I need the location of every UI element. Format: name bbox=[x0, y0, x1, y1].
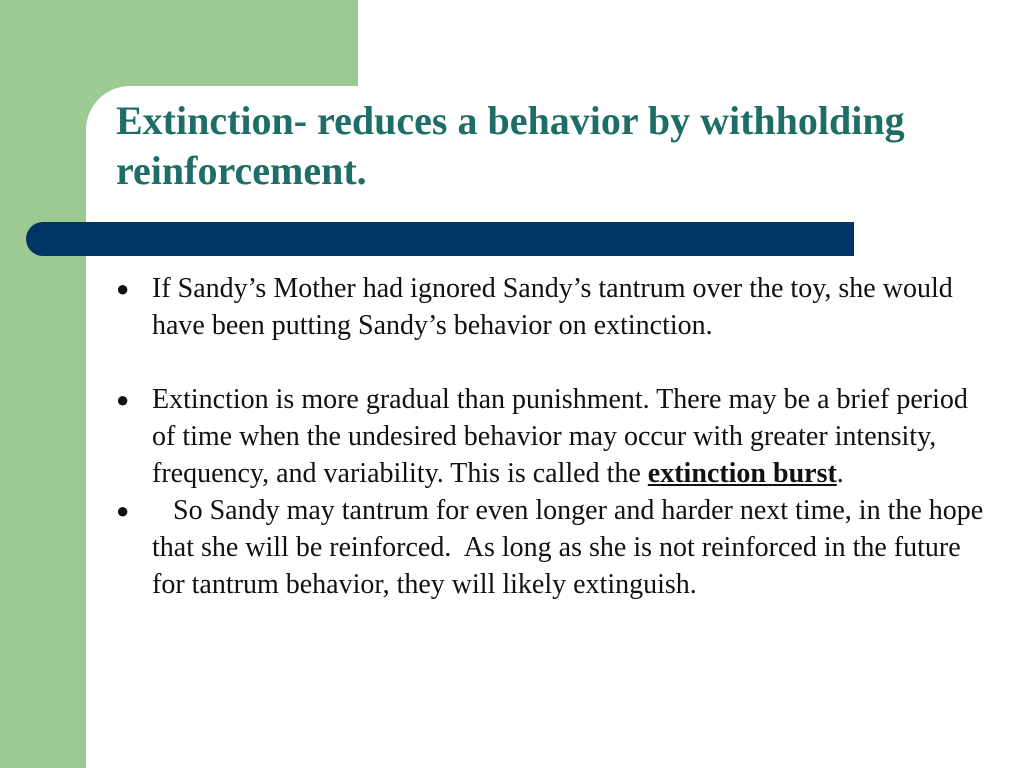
title-divider-bar bbox=[26, 222, 854, 256]
bullet-item bbox=[112, 381, 992, 492]
bullet-text-end: . bbox=[836, 458, 844, 489]
bullet-text: Extinction is more gradual than punishment. There may be a brief period of time when the undesired behavior may occur with greater intensity, frequency, and variability. This is called the bbox=[152, 384, 968, 489]
bullet-text: So Sandy may tantrum for even longer and harder next time, in the hope that she will be reinforced. As long as she is not reinforced in the future for tantrum behavior, they will likely extinguish. bbox=[152, 495, 991, 600]
bullet-dot-icon: ● bbox=[116, 498, 130, 523]
bullet-dot-icon: ● bbox=[116, 276, 130, 301]
bullet-item bbox=[112, 492, 992, 603]
bullet-text: If Sandy’s Mother had ignored Sandy’s tantrum over the toy, she would have been putting Sandy’s behavior on extinction. bbox=[152, 273, 953, 341]
bullet-dot-icon: ● bbox=[116, 387, 130, 412]
bullet-item bbox=[112, 270, 992, 344]
key-term: extinction burst bbox=[647, 458, 837, 489]
slide-title: Extinction- reduces a behavior by withholding reinforcement. bbox=[116, 98, 905, 193]
bullet-list bbox=[112, 270, 992, 603]
